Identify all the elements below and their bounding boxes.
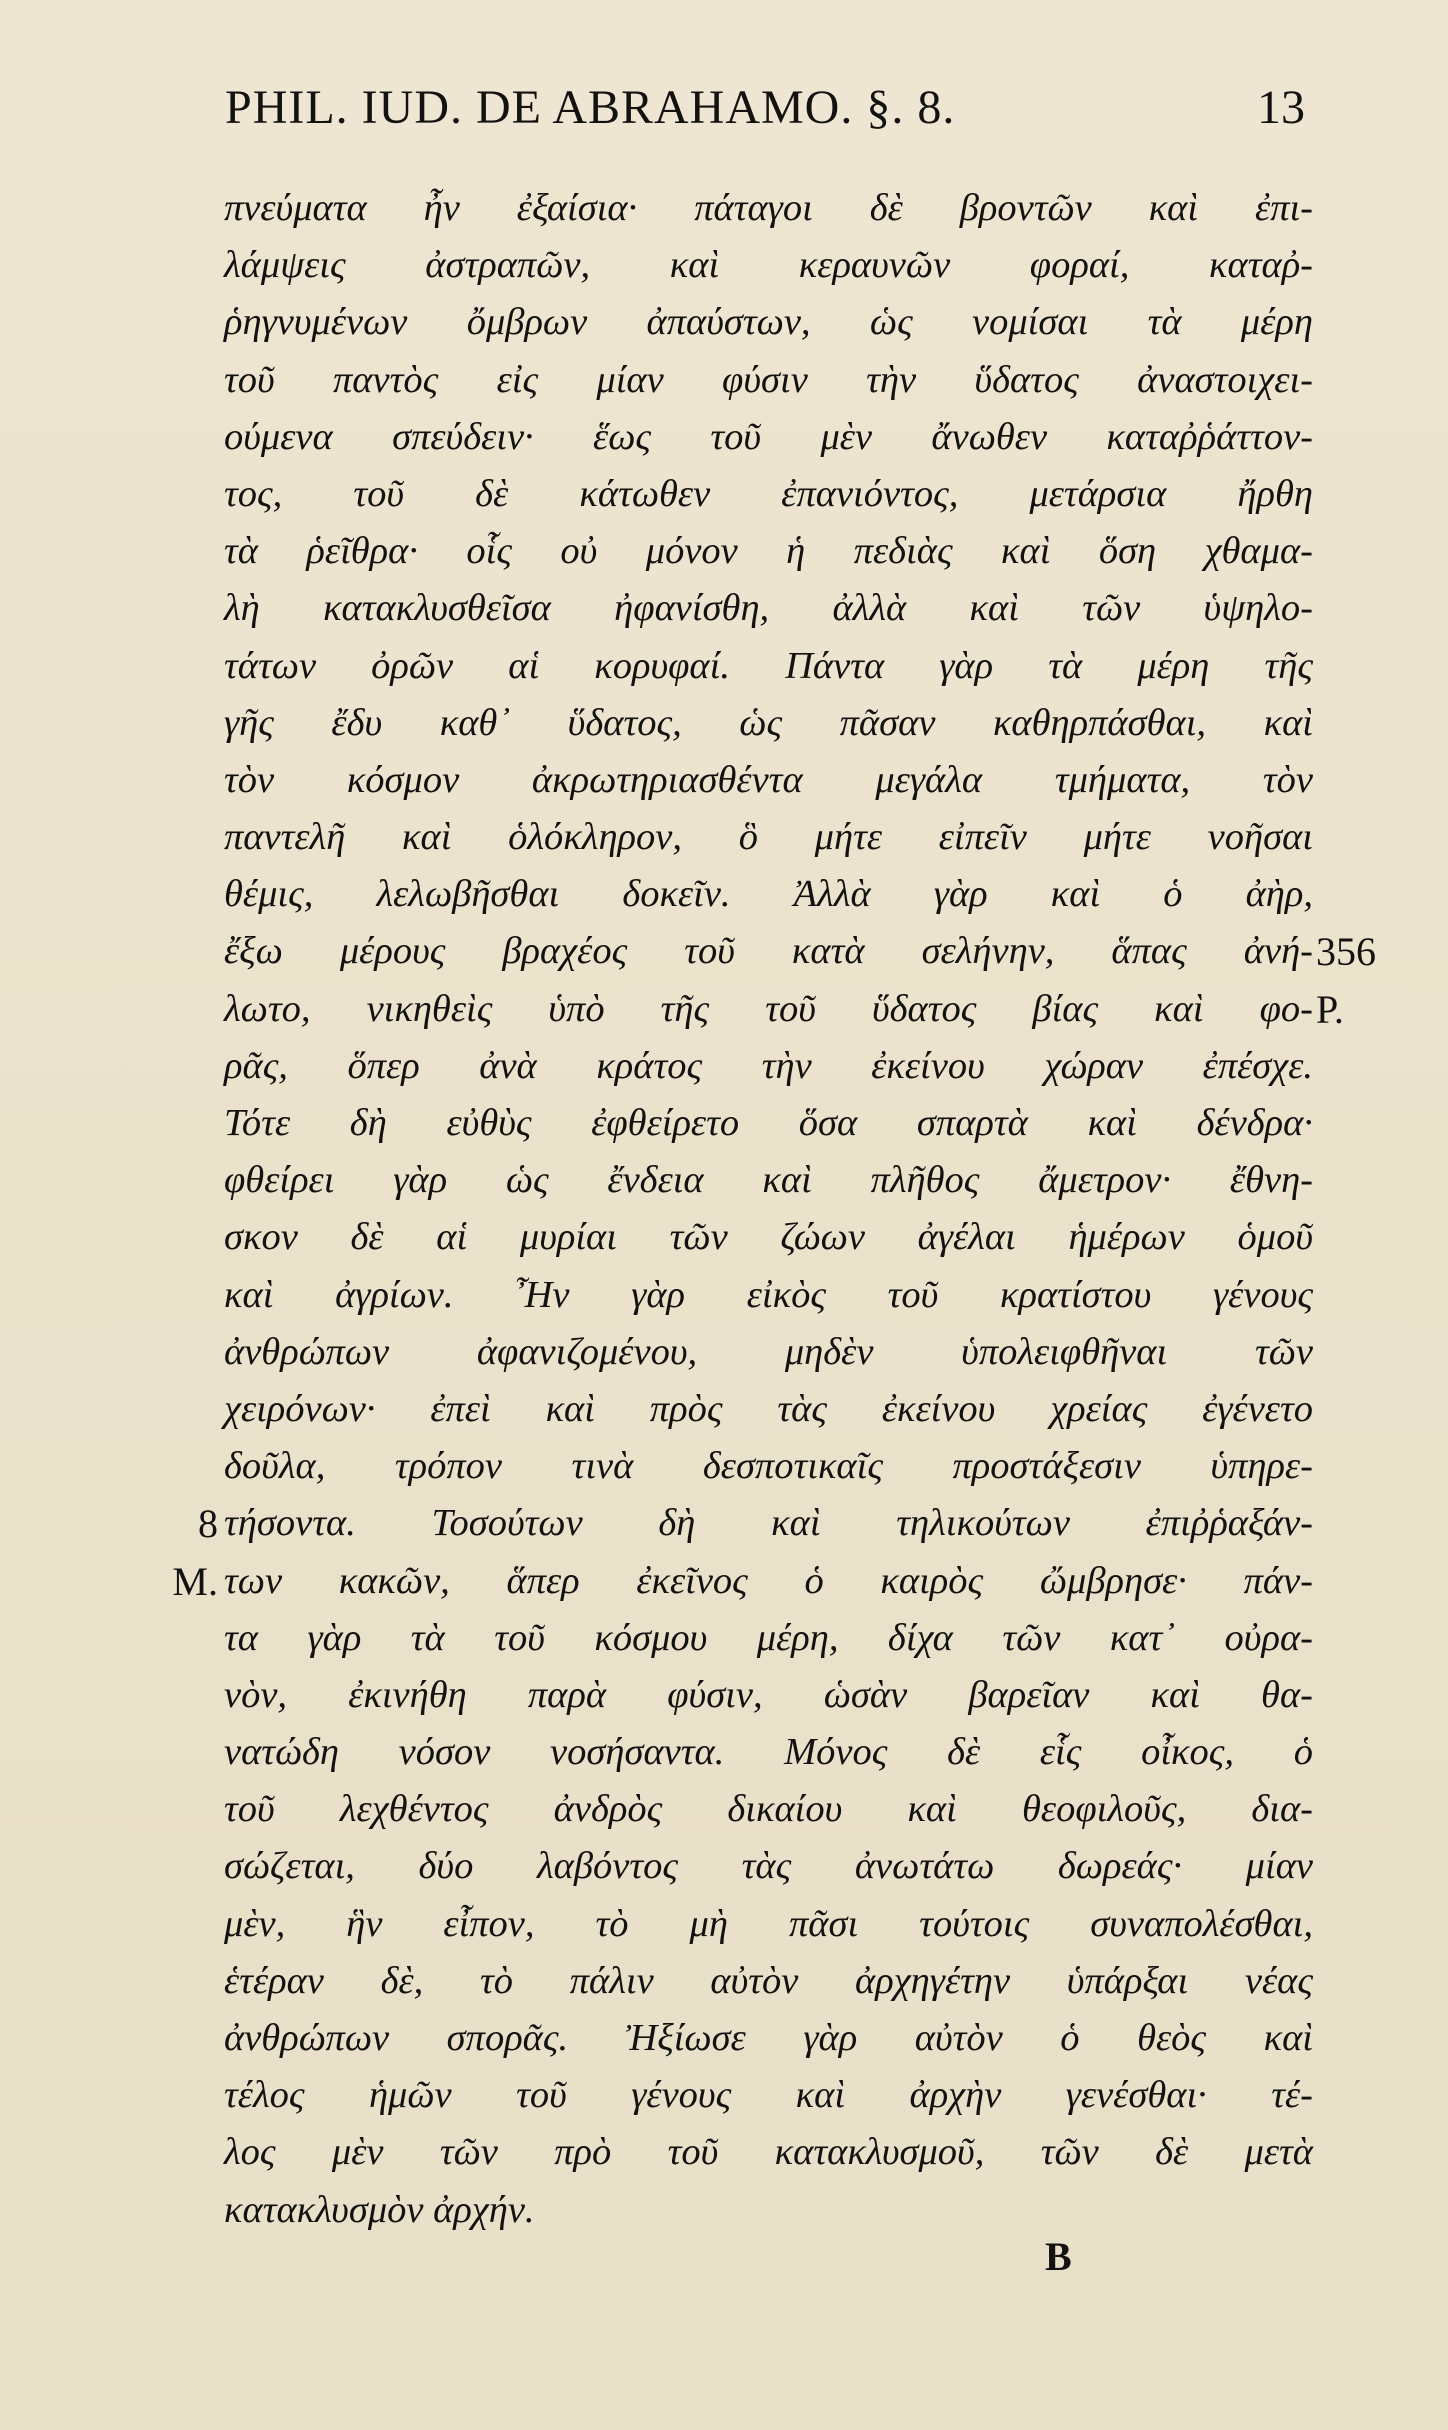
- margin-page-ref-p: P.: [1316, 986, 1344, 1032]
- text-line-27: νὸν, ἐκινήθη παρὰ φύσιν, ὡσὰν βαρεῖαν καὶ θα-: [224, 1673, 1313, 1716]
- text-line-31: μὲν, ἣν εἶπον, τὸ μὴ πᾶσι τούτοις συναπολέσθαι,: [224, 1902, 1313, 1945]
- text-line-33: ἀνθρώπων σπορᾶς. Ἠξίωσε γὰρ αὐτὸν ὁ θεὸς καὶ: [224, 2017, 1313, 2059]
- text-line-11: τὸν κόσμον ἀκρωτηριασθέντα μεγάλα τμήματα, τὸν: [224, 758, 1313, 801]
- text-line-7: τὰ ῥεῖθρα· οἷς οὐ μόνον ἡ πεδιὰς καὶ ὅση χθαμα-: [224, 530, 1313, 573]
- signature-mark: B: [1045, 2234, 1072, 2279]
- text-line-24: 8 τήσοντα. Τοσούτων δὴ καὶ τηλικούτων ἐπιῤῥαξάν-: [118, 1495, 1348, 1552]
- page-number: 13: [1257, 81, 1305, 134]
- text-line-17: Τότε δὴ εὐθὺς ἐφθείρετο ὅσα σπαρτὰ καὶ δένδρα·: [224, 1102, 1313, 1144]
- text-line-6: τος, τοῦ δὲ κάτωθεν ἐπανιόντος, μετάρσια ἤρθη: [224, 472, 1313, 515]
- text-line-1: πνεύματα ἦν ἐξαίσια· πάταγοι δὲ βροντῶν καὶ ἐπι-: [224, 187, 1313, 229]
- margin-page-ref-m: M.: [172, 1558, 218, 1604]
- margin-page-ref-356: 356: [1316, 929, 1376, 975]
- text-line-16: ρᾶς, ὅπερ ἀνὰ κράτος τὴν ἐκείνου χώραν ἐπέσχε.: [224, 1044, 1313, 1087]
- text-line-4: τοῦ παντὸς εἰς μίαν φύσιν τὴν ὕδατος ἀναστοιχει-: [224, 358, 1313, 401]
- text-line-28: νατώδη νόσον νοσήσαντα. Μόνος δὲ εἷς οἶκος, ὁ: [224, 1731, 1313, 1774]
- text-line-19: σκον δὲ αἱ μυρίαι τῶν ζώων ἀγέλαι ἡμέρων ὁμοῦ: [224, 1216, 1313, 1259]
- running-header: [225, 80, 1305, 140]
- margin-section-8: 8: [198, 1501, 218, 1547]
- text-line-22: χειρόνων· ἐπεὶ καὶ πρὸς τὰς ἐκείνου χρείας ἐγένετο: [224, 1387, 1313, 1430]
- text-line-15: λωτο, νικηθεὶς ὑπὸ τῆς τοῦ ὕδατος βίας καὶ φο- P.: [118, 981, 1348, 1038]
- text-line-20: καὶ ἀγρίων. Ἦν γὰρ εἰκὸς τοῦ κρατίστου γένους: [224, 1273, 1313, 1316]
- text-line-14: ἔξω μέρους βραχέος τοῦ κατὰ σελήνην, ἅπας ἀνή- 356: [118, 923, 1348, 980]
- text-line-8: λὴ κατακλυσθεῖσα ἠφανίσθη, ἀλλὰ καὶ τῶν ὑψηλο-: [224, 587, 1313, 630]
- text-line-36: κατακλυσμὸν ἀρχήν.: [224, 2188, 535, 2231]
- text-line-32: ἑτέραν δὲ, τὸ πάλιν αὐτὸν ἀρχηγέτην ὑπάρξαι νέας: [224, 1959, 1313, 2002]
- text-line-30: σώζεται, δύο λαβόντος τὰς ἀνωτάτω δωρεάς· μίαν: [224, 1845, 1313, 1888]
- running-title: PHIL. IUD. DE ABRAHAMO. §. 8.: [225, 81, 956, 134]
- text-line-34: τέλος ἡμῶν τοῦ γένους καὶ ἀρχὴν γενέσθαι· τέ-: [224, 2074, 1313, 2117]
- text-line-18: φθείρει γὰρ ὡς ἔνδεια καὶ πλῆθος ἄμετρον· ἔθνη-: [224, 1159, 1313, 1202]
- text-line-5: ούμενα σπεύδειν· ἕως τοῦ μὲν ἄνωθεν καταῤῥάττον-: [224, 415, 1313, 458]
- text-line-25: M. των κακῶν, ἅπερ ἐκεῖνος ὁ καιρὸς ὤμβρησε· πάν-: [118, 1553, 1348, 1610]
- text-line-12: παντελῆ καὶ ὁλόκληρον, ὃ μήτε εἰπεῖν μήτε νοῆσαι: [224, 816, 1313, 859]
- text-line-10: γῆς ἔδυ καθ᾽ ὕδατος, ὡς πᾶσαν καθηρπάσθαι, καὶ: [224, 701, 1313, 744]
- text-line-13: θέμις, λελωβῆσθαι δοκεῖν. Ἀλλὰ γὰρ καὶ ὁ ἀὴρ,: [224, 873, 1313, 916]
- text-line-3: ῥηγνυμένων ὄμβρων ἀπαύστων, ὡς νομίσαι τὰ μέρη: [224, 301, 1313, 344]
- text-line-21: ἀνθρώπων ἀφανιζομένου, μηδὲν ὑπολειφθῆναι τῶν: [224, 1330, 1313, 1373]
- text-line-35: λος μὲν τῶν πρὸ τοῦ κατακλυσμοῦ, τῶν δὲ μετὰ: [224, 2131, 1313, 2174]
- text-line-2: λάμψεις ἀστραπῶν, καὶ κεραυνῶν φοραί, καταῤ-: [224, 244, 1313, 287]
- text-line-29: τοῦ λεχθέντος ἀνδρὸς δικαίου καὶ θεοφιλοῦς, δια-: [224, 1788, 1313, 1831]
- text-line-23: δοῦλα, τρόπον τινὰ δεσποτικαῖς προστάξεσιν ὑπηρε-: [224, 1445, 1313, 1488]
- text-line-9: τάτων ὀρῶν αἱ κορυφαί. Πάντα γὰρ τὰ μέρη τῆς: [224, 644, 1313, 687]
- text-line-26: τα γὰρ τὰ τοῦ κόσμου μέρη, δίχα τῶν κατ᾽ οὐρα-: [224, 1616, 1313, 1659]
- greek-body-text: [118, 180, 1376, 2239]
